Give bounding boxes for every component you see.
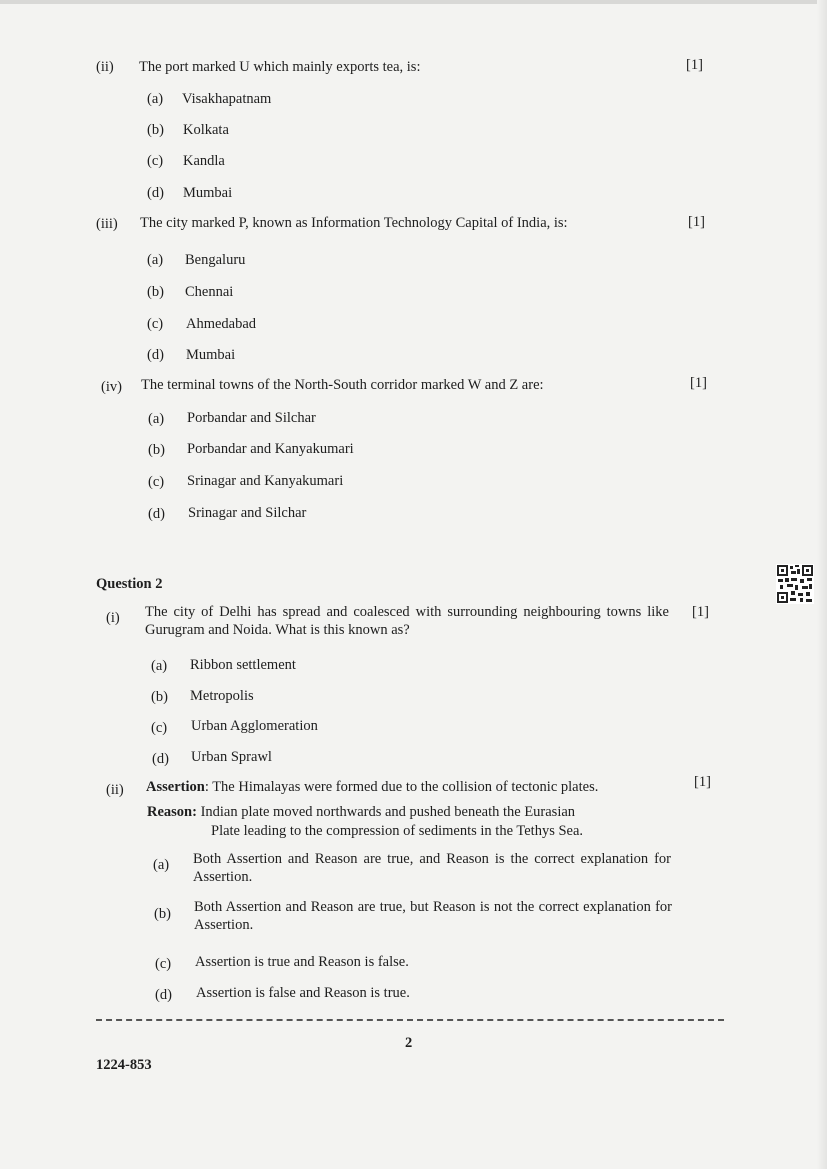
question-text: The port marked U which mainly exports tea, is: [139, 59, 421, 75]
question-text: The city of Delhi has spread and coalesced with surrounding neighbouring towns like Gurugram and Noida. What is this known as? [145, 604, 669, 638]
marks-label: [1] [688, 214, 705, 230]
reason-text-line2: Plate leading to the compression of sediments in the Tethys Sea. [211, 823, 584, 839]
option-label: (d) [148, 506, 165, 522]
scan-top-edge [0, 0, 827, 4]
question-number: (iii) [96, 216, 118, 232]
footer-divider [96, 1019, 724, 1021]
option-label: (a) [148, 411, 165, 427]
option-text: Srinagar and Silchar [188, 505, 307, 521]
option-label: (c) [147, 153, 164, 169]
paper-code: 1224-853 [96, 1057, 152, 1073]
option-text: Assertion is true and Reason is false. [195, 954, 409, 970]
option-text: Porbandar and Kanyakumari [187, 441, 354, 457]
option-text: Assertion is false and Reason is true. [196, 985, 410, 1001]
marks-label: [1] [692, 604, 709, 620]
option-label: (d) [147, 347, 164, 363]
option-text: Kandla [183, 153, 225, 169]
option-label: (c) [155, 956, 172, 972]
question-number: (ii) [96, 59, 114, 75]
option-text: Visakhapatnam [182, 91, 272, 107]
page-number: 2 [405, 1035, 413, 1051]
question-number: (iv) [101, 379, 122, 395]
option-label: (d) [152, 751, 169, 767]
scan-right-edge [817, 0, 827, 1169]
qr-code-icon [776, 564, 814, 604]
section-heading: Question 2 [96, 576, 163, 592]
question-number: (i) [106, 610, 120, 626]
reason-text-line1: Indian plate moved northwards and pushed beneath the Eurasian [200, 804, 576, 820]
option-text: Both Assertion and Reason are true, and Reason is the correct explanation for Assertion. [193, 851, 671, 885]
option-text: Urban Sprawl [191, 749, 272, 765]
option-text: Metropolis [190, 688, 254, 704]
option-label: (b) [154, 906, 171, 922]
option-label: (b) [148, 442, 165, 458]
question-text: The city marked P, known as Information Technology Capital of India, is: [140, 215, 568, 231]
option-text: Mumbai [183, 185, 233, 201]
option-label: (b) [147, 284, 164, 300]
option-text: Kolkata [183, 122, 229, 138]
option-text: Urban Agglomeration [191, 718, 318, 734]
question-number: (ii) [106, 782, 124, 798]
option-text: Both Assertion and Reason are true, but Reason is not the correct explanation for Assertion. [194, 899, 672, 933]
option-text: Srinagar and Kanyakumari [187, 473, 344, 489]
assertion-label: Assertion [146, 779, 205, 795]
option-text: Bengaluru [185, 252, 246, 268]
reason-label: Reason: [147, 804, 197, 820]
question-text: The terminal towns of the North-South corridor marked W and Z are: [141, 377, 544, 393]
marks-label: [1] [694, 774, 711, 790]
marks-label: [1] [686, 57, 703, 73]
reason-line [147, 803, 575, 821]
option-text: Ribbon settlement [190, 657, 296, 673]
option-text: Porbandar and Silchar [187, 410, 316, 426]
option-label: (a) [151, 658, 168, 674]
marks-label: [1] [690, 375, 707, 391]
option-label: (d) [147, 185, 164, 201]
option-label: (c) [151, 720, 168, 736]
option-label: (d) [155, 987, 172, 1003]
option-text: Ahmedabad [186, 316, 257, 332]
option-label: (c) [147, 316, 164, 332]
option-text: Mumbai [186, 347, 236, 363]
option-label: (a) [147, 252, 164, 268]
assertion-line [146, 778, 598, 796]
option-label: (a) [153, 857, 170, 873]
assertion-text: : The Himalayas were formed due to the collision of tectonic plates. [204, 779, 599, 795]
option-label: (b) [151, 689, 168, 705]
option-label: (c) [148, 474, 165, 490]
option-label: (a) [147, 91, 164, 107]
option-text: Chennai [185, 284, 234, 300]
option-label: (b) [147, 122, 164, 138]
